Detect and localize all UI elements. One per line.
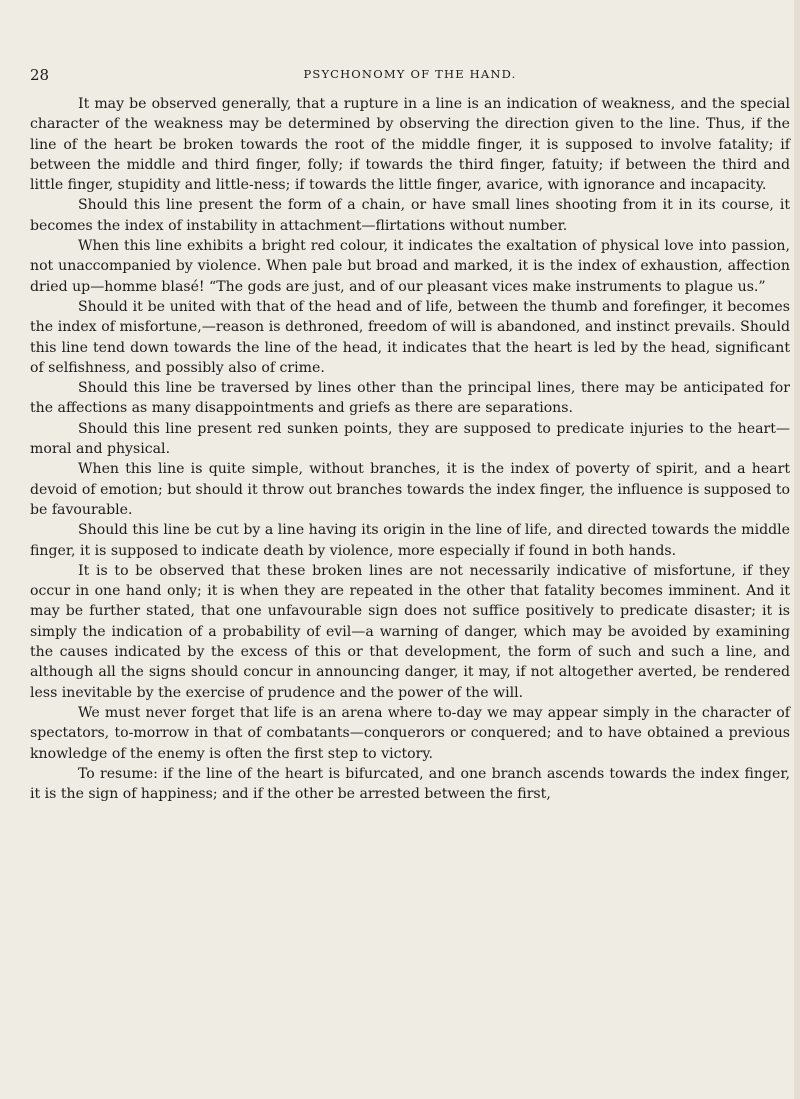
paragraph: When this line is quite simple, without branches, it is the index of poverty of spirit, and a heart devoid of emotion; but should it throw out branches towards the index finger, the influence is supposed to be favourable. bbox=[30, 461, 790, 518]
paragraph: Should this line present the form of a chain, or have small lines shooting from it in its course, it becomes the index of instability in attachment—flirtations without number. bbox=[30, 197, 790, 234]
page-edge-shadow bbox=[794, 0, 800, 1099]
paragraph: We must never forget that life is an arena where to-day we may appear simply in the character of spectators, to-morrow in that of combatants—conquerors or conquered; and to have obtained a previous knowledge of the enemy is often the first step to victory. bbox=[30, 704, 790, 762]
paragraph: It may be observed generally, that a rupture in a line is an indication of weakness, and the special character of the weakness may be determined by observing the direction given to the line. Thus, if the line of the heart be broken towards the root of the middle finger, it is supposed to involve fatality; if between the middle and third finger, folly; if towards the third finger, fatuity; if between the third and little finger, stupidity and little-ness; if towards the little finger, avarice, with ignorance and incapacity. bbox=[30, 96, 790, 194]
paragraph: Should this line present red sunken points, they are supposed to predicate injuries to the heart—moral and physical. bbox=[30, 420, 790, 458]
page-header bbox=[30, 66, 790, 86]
paragraph: When this line exhibits a bright red colour, it indicates the exaltation of physical love into passion, not unaccompanied by violence. When pale but broad and marked, it is the index of exhaustion, affection dried up—homme blasé! “The gods are just, and of our pleasant vices make instruments to plague us.” bbox=[30, 238, 790, 295]
paragraph: Should this line be traversed by lines other than the principal lines, there may be anticipated for the affections as many disappointments and griefs as there are separations. bbox=[30, 380, 790, 417]
body-text bbox=[30, 94, 790, 804]
paragraph: Should it be united with that of the head and of life, between the thumb and forefinger, it becomes the index of misfortune,—reason is dethroned, freedom of will is abandoned, and instinct prevails. Should this line tend down towards the line of the head, it indicates that the heart is led by the head, significant of selfishness, and possibly also of crime. bbox=[30, 298, 790, 376]
paragraph: It is to be observed that these broken lines are not necessarily indicative of misfortune, if they occur in one hand only; it is when they are repeated in the other that fatality becomes imminent. And it may be further stated, that one unfavourable sign does not suffice positively to predicate disaster; it is simply the indication of a probability of evil—a warning of danger, which may be avoided by examining the causes indicated by the excess of this or that development, the form of such and such a line, and although all the signs should concur in announcing danger, it may, if not altogether averted, be rendered less inevitable by the exercise of prudence and the power of the will. bbox=[30, 562, 790, 701]
paragraph: Should this line be cut by a line having its origin in the line of life, and directed towards the middle finger, it is supposed to indicate death by violence, more especially if found in both hands. bbox=[30, 522, 790, 559]
paragraph: To resume: if the line of the heart is bifurcated, and one branch ascends towards the index finger, it is the sign of happiness; and if the other be arrested between the first, bbox=[30, 765, 790, 803]
running-title: PSYCHONOMY OF THE HAND. bbox=[303, 67, 517, 81]
page-number: 28 bbox=[30, 66, 50, 84]
